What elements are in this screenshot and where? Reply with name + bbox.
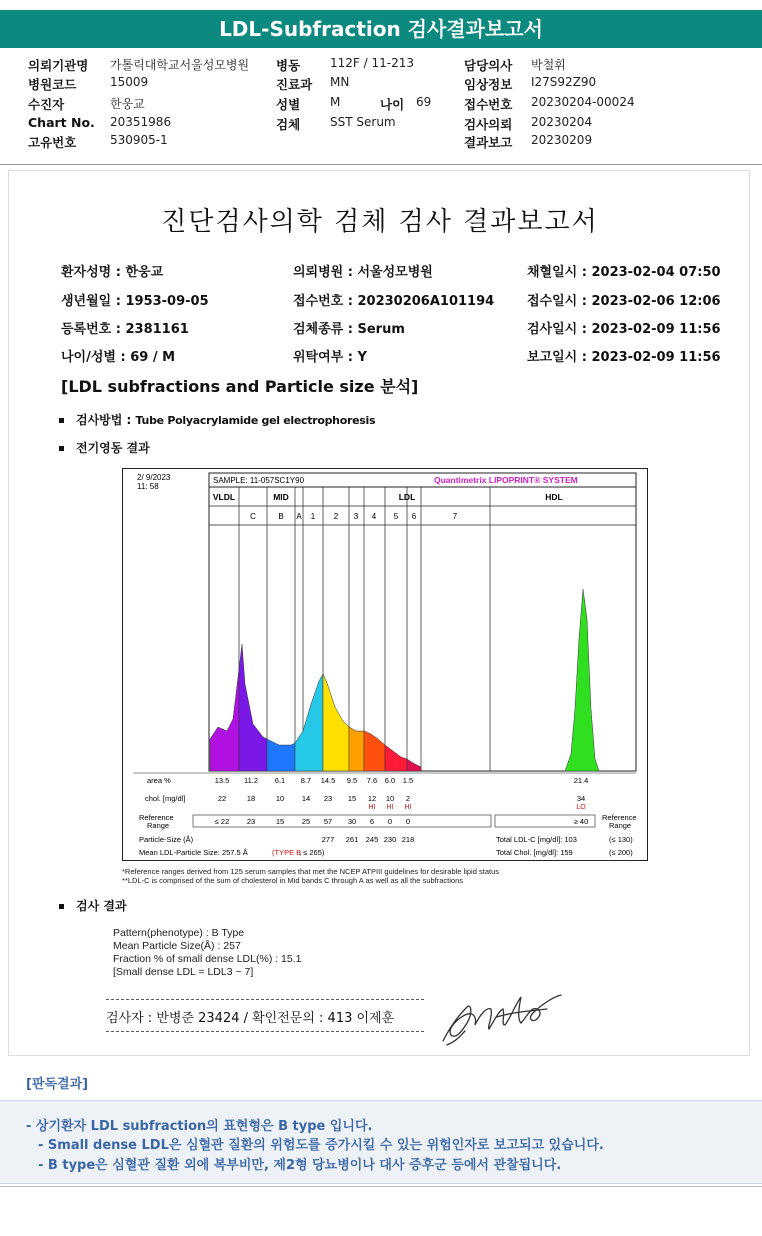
chol-value: 12 [367,794,377,803]
plot-frame [209,473,636,771]
ref-box [193,815,491,827]
band-area-HDL [565,589,599,771]
footnote: **LDL-C is comprised of the sum of cholesterol in Mid bands C through A as well as all the subfractions [122,876,464,885]
result-row [59,897,127,914]
info-value: SST Serum [330,115,396,129]
chol-value: 2 [405,794,411,803]
patient-field: 접수일시 : 2023-02-06 12:06 [527,294,721,309]
band-area-VLDL [210,669,239,771]
bullet-icon [59,904,64,909]
band-area-2 [349,727,364,771]
info-label: 의뢰기관명 [28,58,89,73]
patient-field: 보고일시 : 2023-02-09 11:56 [527,350,721,365]
method-label: 검사방법 : [76,413,132,427]
band-label: B [278,512,284,521]
section-heading: [LDL subfractions and Particle size 분석] [61,377,419,396]
divider [0,164,762,165]
area-value: 9.5 [346,776,358,785]
patient-field: 접수번호 : 20230206A101194 [293,294,495,309]
result-label: 검사 결과 [76,899,127,913]
band-label: 4 [371,512,377,521]
brand-label: Quantimetrix LIPOPRINT® SYSTEM [434,475,578,485]
judgement-line: - 상기환자 LDL subfraction의 표현형은 B type 입니다. [26,1119,373,1134]
chart-date: 2/ 9/2023 [137,473,171,482]
row-label: Reference [602,813,637,822]
info-value: 530905-1 [110,133,168,147]
row-label: chol. [mg/dl] [145,794,186,803]
chol-value: 22 [217,794,227,803]
chol-value: 15 [347,794,357,803]
bullet-icon [59,418,64,423]
band-area-B [267,739,295,771]
total-ldl-label: Total LDL-C [mg/dl]: 103 [496,835,577,844]
electro-row [59,439,150,456]
chol-value: 18 [246,794,256,803]
ref-value: 15 [275,817,285,826]
ref-value: 6 [369,817,375,826]
patient-field: 의뢰병원 : 서울성모병원 [293,265,433,280]
band-label: 1 [310,512,316,521]
band-label: A [296,512,302,521]
area-value: 8.7 [300,776,312,785]
row-label: Particle-Size (Å) [139,835,194,844]
dashed-divider [106,1031,424,1032]
patient-field: 나이/성별 : 69 / M [61,350,176,365]
footnote: *Reference ranges derived from 125 serum samples that met the NCEP ATPIII guidelines for desirable lipid status [122,867,499,876]
flag-value: LO [576,804,586,811]
group-label: HDL [545,492,563,502]
signature-image [437,989,565,1051]
info-value: 가톨릭대학교서울성모병원 [110,58,250,72]
group-label: VLDL [212,492,236,502]
info-value: 20230204-00024 [531,95,635,109]
ref-value: 23 [246,817,256,826]
info-label: 검체 [276,117,301,132]
patient-field: 검사일시 : 2023-02-09 11:56 [527,322,721,337]
size-value: 218 [401,835,415,844]
ref-value: ≥ 40 [573,817,589,826]
bullet-icon [59,446,64,451]
size-value: 230 [383,835,397,844]
info-value: 20230209 [531,133,593,147]
area-value: 11.2 [243,776,259,785]
chol-value: 10 [275,794,285,803]
mean-size-label: Mean LDL-Particle Size: 257.5 Å [139,848,248,857]
sample-id: SAMPLE: 11-057SC1Y90 [213,476,305,485]
size-value: 245 [365,835,379,844]
patient-field: 채혈일시 : 2023-02-04 07:50 [527,265,721,280]
area-value: 1.5 [402,776,414,785]
info-label: 고유번호 [28,135,77,150]
area-value: 6.0 [384,776,396,785]
chart-footnotes [122,867,499,885]
band-label: 5 [393,512,399,521]
info-label: 결과보고 [464,135,513,150]
report-title: LDL-Subfraction 검사결과보고서 [0,10,762,48]
ref-value: 30 [347,817,357,826]
electro-label: 전기영동 결과 [76,441,150,455]
ref-value: 57 [323,817,333,826]
result-line: Mean Particle Size(Å) : 257 [113,940,241,952]
dashed-divider [106,999,424,1000]
band-area-3 [364,731,385,771]
band-area-A [295,674,323,771]
band-label: 7 [452,512,458,521]
chart-time: 11: 58 [137,482,159,491]
band-area-1 [323,674,349,771]
mean-ref: ; ≤ 265) [299,848,325,857]
info-value: 20230204 [531,115,593,129]
info-label: 성별 [276,97,301,112]
patient-field: 환자성명 : 한웅교 [61,265,164,280]
info-label: 병동 [276,58,301,73]
band-area-5 [407,759,421,771]
lipoprint-chart [122,468,648,861]
info-label-age: 나이 [380,97,405,112]
result-line: Pattern(phenotype) : B Type [113,927,245,939]
row-label: Range [609,821,632,830]
total-chol-label: Total Chol. [mg/dl]: 159 [496,848,573,857]
area-value: 21.4 [573,776,589,785]
patient-field: 등록번호 : 2381161 [61,322,189,337]
chol-value: 34 [576,794,586,803]
ref-value: 0 [387,817,393,826]
chol-value: 10 [385,794,395,803]
ref-value: 25 [301,817,311,826]
info-value: 15009 [110,75,149,89]
row-label: area % [147,776,171,785]
judgement-line: - Small dense LDL은 심혈관 질환의 위험도를 증가시킬 수 있는 위험인자로 보고되고 있습니다. [38,1138,604,1153]
info-label: 수진자 [28,97,65,112]
info-value: M [330,95,341,109]
total-ldl-ref: (≤ 130) [609,835,633,844]
info-value-age: 69 [416,95,432,109]
total-chol-ref: (≤ 200) [609,848,633,857]
mean-type: (TYPE B [272,848,302,857]
row-label: Range [147,821,170,830]
size-value: 277 [321,835,335,844]
band-label: C [250,512,256,521]
flag-value: HI [368,804,376,811]
area-value: 6.1 [274,776,286,785]
info-label: Chart No. [28,115,95,130]
request-info [0,52,762,154]
patient-field: 생년월일 : 1953-09-05 [61,294,209,309]
info-value: 20351986 [110,115,172,129]
signature-line: 검사자 : 반병준 23424 / 확인전문의 : 413 이제훈 [106,1011,395,1026]
info-value: I27S92Z90 [531,75,597,89]
info-label: 접수번호 [464,97,513,112]
flag-value: HI [386,804,394,811]
area-value: 13.5 [214,776,230,785]
chol-value: 23 [323,794,333,803]
method-row [59,411,375,428]
size-value: 261 [345,835,359,844]
info-label: 임상정보 [464,77,513,92]
divider [0,1186,762,1187]
ref-value: 0 [405,817,411,826]
report-document [8,170,750,1056]
info-label: 검사의뢰 [464,117,513,132]
test-results [113,927,302,979]
chol-value: 14 [301,794,311,803]
ref-value: ≤ 22 [214,817,230,826]
area-value: 14.5 [320,776,336,785]
document-title: 진단검사의학 검체 검사 결과보고서 [161,207,599,237]
info-value: MN [330,75,350,89]
judgement-line: - B type은 심혈관 질환 외에 복부비만, 제2형 당뇨병이나 대사 증후군 등에서 관찰됩니다. [38,1158,562,1173]
flag-value: HI [404,804,412,811]
info-label: 담당의사 [464,58,513,73]
patient-field: 검체종류 : Serum [293,322,405,337]
band-label: 6 [411,512,417,521]
result-line: [Small dense LDL = LDL3 ~ 7] [113,966,254,978]
row-label: Reference [139,813,174,822]
band-area-4 [385,745,407,771]
judgement-box [0,1100,762,1184]
band-label: 2 [333,512,339,521]
band-label: 3 [353,512,359,521]
method-value: Tube Polyacrylamide gel electrophoresis [135,414,376,427]
info-value: 112F / 11-213 [330,56,414,70]
info-label: 진료과 [276,77,313,92]
info-value: 한웅교 [110,97,145,111]
info-label: 병원코드 [28,77,77,92]
group-label: MID [273,492,289,502]
info-value: 박철휘 [531,58,566,72]
band-area-C [239,644,267,771]
chart-svg [123,469,649,862]
patient-field: 위탁여부 : Y [293,350,367,365]
result-line: Fraction % of small dense LDL(%) : 15.1 [113,953,302,965]
judgement-title: [판독결과] [26,1077,89,1092]
group-label: LDL [398,492,416,502]
area-value: 7.6 [366,776,378,785]
